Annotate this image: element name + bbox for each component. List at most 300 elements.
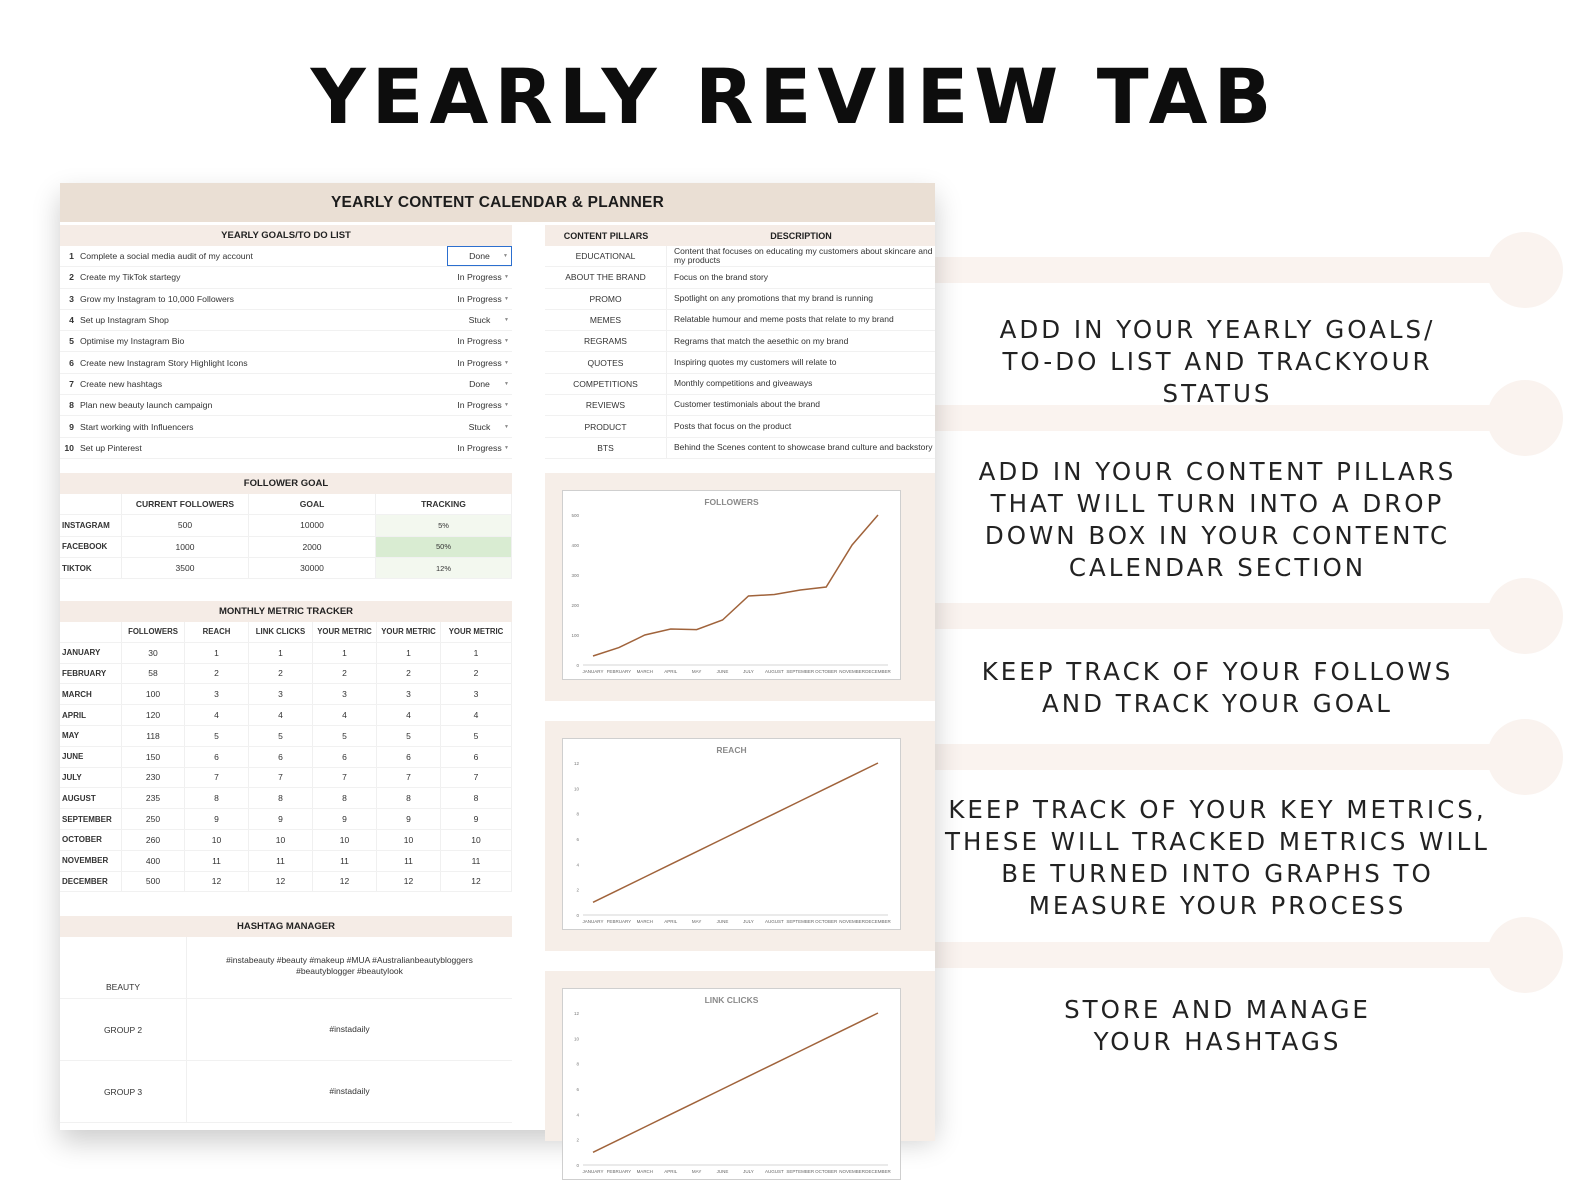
column-header xyxy=(60,622,122,642)
table-cell[interactable]: 5 xyxy=(313,726,377,746)
x-tick-label: JANUARY xyxy=(582,919,604,924)
pillar-row xyxy=(545,438,935,459)
pillar-row xyxy=(545,267,935,288)
x-tick-label: SEPTEMBER xyxy=(786,1169,815,1174)
table-cell[interactable]: 8 xyxy=(377,788,441,808)
table-cell[interactable]: 2 xyxy=(313,664,377,684)
goal-number: 9 xyxy=(69,421,74,432)
x-tick-label: JULY xyxy=(743,669,754,674)
table-row xyxy=(60,684,512,705)
table-cell[interactable]: 11 xyxy=(441,851,512,871)
table-cell[interactable]: 100 xyxy=(122,684,185,704)
x-tick-label: OCTOBER xyxy=(815,1169,838,1174)
x-tick-label: NOVEMBER xyxy=(839,1169,865,1174)
pillar-description[interactable]: Spotlight on any promotions that my brand is running xyxy=(674,292,873,303)
goal-text[interactable]: Grow my Instagram to 10,000 Followers xyxy=(80,293,235,304)
goal-row xyxy=(60,416,512,437)
pillar-description[interactable]: Behind the Scenes content to showcase brand culture and backstory xyxy=(674,442,933,453)
y-tick-label: 6 xyxy=(576,837,579,842)
table-row xyxy=(60,726,512,747)
chevron-down-icon: ▼ xyxy=(504,274,509,281)
pillar-row xyxy=(545,416,935,437)
pillar-name[interactable]: REGRAMS xyxy=(545,331,667,351)
month-label: FEBRUARY xyxy=(60,664,122,684)
y-tick-label: 300 xyxy=(571,573,579,578)
y-tick-label: 500 xyxy=(571,513,579,518)
table-cell[interactable]: 3 xyxy=(185,684,249,704)
table-cell[interactable]: 5 xyxy=(441,726,512,746)
table-cell[interactable]: 230 xyxy=(122,768,185,788)
chevron-down-icon: ▼ xyxy=(504,338,509,345)
goal-status-dropdown[interactable] xyxy=(447,374,512,394)
table-cell[interactable]: 6 xyxy=(313,747,377,767)
pillar-row xyxy=(545,289,935,310)
pillar-description[interactable]: Content that focuses on educating my customers about skincare and my products xyxy=(674,245,933,266)
reach-chart xyxy=(562,738,901,930)
table-cell[interactable]: 4 xyxy=(313,705,377,725)
callout-pillars: ADD IN YOUR CONTENT PILLARS THAT WILL TURN INTO A DROP DOWN BOX IN YOUR CONTENTC CALENDAR SECTION xyxy=(978,457,1457,582)
status-value: In Progress xyxy=(457,400,502,411)
table-cell[interactable]: 6 xyxy=(441,747,512,767)
goal-row xyxy=(60,246,512,267)
status-value: Done xyxy=(469,251,490,262)
goal-status-dropdown[interactable] xyxy=(447,289,512,309)
pillar-name[interactable]: EDUCATIONAL xyxy=(545,246,667,266)
table-cell[interactable]: 30 xyxy=(122,643,185,663)
x-tick-label: JULY xyxy=(743,1169,754,1174)
y-tick-label: 0 xyxy=(576,663,579,668)
timeline-dot xyxy=(1487,232,1563,308)
column-header: YOUR METRIC xyxy=(313,622,377,642)
table-cell[interactable]: 5 xyxy=(185,726,249,746)
callout-followers: KEEP TRACK OF YOUR FOLLOWS AND TRACK YOUR GOAL xyxy=(981,657,1454,718)
link-clicks-chart xyxy=(562,988,901,1180)
table-cell[interactable]: 3 xyxy=(441,684,512,704)
hashtag-row xyxy=(60,999,512,1061)
spreadsheet-preview xyxy=(60,183,935,1174)
description-heading: DESCRIPTION xyxy=(667,225,935,246)
chart-title: REACH xyxy=(716,745,747,755)
x-tick-label: AUGUST xyxy=(764,1169,784,1174)
x-tick-label: DECEMBER xyxy=(865,1169,891,1174)
link-clicks-chart-panel xyxy=(545,971,935,1174)
table-cell[interactable]: 3 xyxy=(313,684,377,704)
pillar-description[interactable]: Regrams that match the aesethic on my brand xyxy=(674,335,849,346)
x-tick-label: MARCH xyxy=(636,1169,654,1174)
table-cell[interactable]: 7 xyxy=(441,768,512,788)
followers-chart-panel xyxy=(545,473,935,701)
reach-chart-panel xyxy=(545,721,935,951)
table-cell[interactable]: 1 xyxy=(185,643,249,663)
table-cell[interactable]: 9 xyxy=(249,809,313,829)
y-tick-label: 100 xyxy=(571,633,579,638)
y-tick-label: 0 xyxy=(576,1163,579,1168)
column-header: FOLLOWERS xyxy=(122,622,185,642)
goals-list xyxy=(60,225,512,459)
column-header xyxy=(60,494,122,514)
x-tick-label: MARCH xyxy=(636,919,654,924)
month-label: JULY xyxy=(60,768,122,788)
table-cell[interactable]: 12% xyxy=(376,558,512,578)
content-pillars xyxy=(545,225,935,459)
y-tick-label: 400 xyxy=(571,543,579,548)
platform-label: FACEBOOK xyxy=(60,537,122,557)
sheet-header: YEARLY CONTENT CALENDAR & PLANNER xyxy=(60,183,935,222)
table-row xyxy=(60,664,512,685)
chevron-down-icon: ▼ xyxy=(504,423,509,430)
series-line xyxy=(593,763,878,902)
pillar-description[interactable]: Monthly competitions and giveaways xyxy=(674,378,813,389)
table-row xyxy=(60,768,512,789)
goal-text[interactable]: Create my TikTok startegy xyxy=(80,272,181,283)
table-cell[interactable]: 10 xyxy=(377,830,441,850)
column-header: CURRENT FOLLOWERS xyxy=(122,494,249,514)
goal-status-dropdown[interactable] xyxy=(447,352,512,372)
pillar-row xyxy=(545,352,935,373)
status-value: In Progress xyxy=(457,293,502,304)
table-cell[interactable]: 6 xyxy=(377,747,441,767)
x-tick-label: SEPTEMBER xyxy=(786,669,815,674)
hashtag-row xyxy=(60,1061,512,1123)
table-cell[interactable]: 1000 xyxy=(122,537,249,557)
table-row xyxy=(60,643,512,664)
y-tick-label: 4 xyxy=(576,1112,579,1118)
column-header: GOAL xyxy=(249,494,376,514)
x-tick-label: MARCH xyxy=(636,669,654,674)
table-cell[interactable]: 1 xyxy=(249,643,313,663)
x-tick-label: MAY xyxy=(691,1169,702,1174)
table-cell[interactable]: 30000 xyxy=(249,558,376,578)
hashtag-list[interactable]: #instadaily xyxy=(329,1024,370,1035)
table-cell[interactable]: 1 xyxy=(377,643,441,663)
pillar-name[interactable]: PROMO xyxy=(545,289,667,309)
followers-chart xyxy=(562,490,901,680)
follower-goal-table xyxy=(60,473,512,579)
hashtag-list[interactable]: #instabeauty #beauty #makeup #MUA #Australianbeautybloggers #beautyblogger #beautylook xyxy=(226,955,473,976)
hashtag-list[interactable]: #instadaily xyxy=(329,1086,370,1097)
pillar-name[interactable]: COMPETITIONS xyxy=(545,374,667,394)
goal-row xyxy=(60,267,512,288)
pillar-name[interactable]: BTS xyxy=(545,438,667,458)
y-tick-label: 10 xyxy=(573,1036,579,1042)
goal-status-dropdown[interactable] xyxy=(447,310,512,330)
table-cell[interactable]: 4 xyxy=(185,705,249,725)
hashtag-manager xyxy=(60,916,512,1123)
goal-row xyxy=(60,331,512,352)
pillar-description[interactable]: Relatable humour and meme posts that relate to my brand xyxy=(674,314,894,325)
chevron-down-icon: ▼ xyxy=(504,380,509,387)
table-cell[interactable]: 1 xyxy=(441,643,512,663)
table-cell[interactable]: 4 xyxy=(377,705,441,725)
pillar-name[interactable]: PRODUCT xyxy=(545,416,667,436)
x-tick-label: APRIL xyxy=(664,1169,678,1174)
month-label: SEPTEMBER xyxy=(60,809,122,829)
table-cell[interactable]: 400 xyxy=(122,851,185,871)
callout-metrics: KEEP TRACK OF YOUR KEY METRICS, THESE WILL TRACKED METRICS WILL BE TURNED INTO GRAPHS TO MEASURE YOUR PROCESS xyxy=(945,795,1490,920)
y-tick-label: 8 xyxy=(576,1061,579,1067)
table-cell[interactable]: 12 xyxy=(377,872,441,892)
table-cell[interactable]: 10 xyxy=(313,830,377,850)
goal-row xyxy=(60,310,512,331)
goal-status-dropdown[interactable] xyxy=(447,395,512,415)
table-cell[interactable]: 2000 xyxy=(249,537,376,557)
table-cell[interactable]: 8 xyxy=(185,788,249,808)
x-tick-label: JUNE xyxy=(716,669,729,674)
hashtag-group[interactable]: GROUP 3 xyxy=(60,1061,187,1122)
pillar-row xyxy=(545,395,935,416)
table-cell[interactable]: 120 xyxy=(122,705,185,725)
table-cell[interactable]: 11 xyxy=(185,851,249,871)
timeline-connector xyxy=(935,257,1495,283)
table-cell[interactable]: 4 xyxy=(249,705,313,725)
y-tick-label: 200 xyxy=(571,603,579,608)
x-tick-label: NOVEMBER xyxy=(839,669,865,674)
table-cell[interactable]: 12 xyxy=(313,872,377,892)
goal-number: 4 xyxy=(69,315,74,326)
goal-row xyxy=(60,395,512,416)
goal-row xyxy=(60,374,512,395)
x-tick-label: MAY xyxy=(691,919,702,924)
x-tick-label: APRIL xyxy=(664,669,678,674)
goal-number: 2 xyxy=(69,272,74,283)
status-value: In Progress xyxy=(457,272,502,283)
table-cell[interactable]: 10 xyxy=(249,830,313,850)
table-cell[interactable]: 2 xyxy=(441,664,512,684)
goal-number: 3 xyxy=(69,293,74,304)
goal-status-dropdown[interactable] xyxy=(447,331,512,351)
metric-tracker-heading: MONTHLY METRIC TRACKER xyxy=(60,601,512,622)
hashtag-group[interactable]: BEAUTY xyxy=(60,937,187,998)
table-cell[interactable]: 7 xyxy=(249,768,313,788)
x-tick-label: JULY xyxy=(743,919,754,924)
status-value: Stuck xyxy=(468,421,491,432)
pillar-name[interactable]: REVIEWS xyxy=(545,395,667,415)
table-cell[interactable]: 10000 xyxy=(249,515,376,535)
pillar-description[interactable]: Focus on the brand story xyxy=(674,271,769,282)
goal-text[interactable]: Optimise my Instagram Bio xyxy=(80,336,185,347)
x-tick-label: FEBRUARY xyxy=(606,1169,632,1174)
table-row xyxy=(60,788,512,809)
series-line xyxy=(593,1013,878,1152)
chevron-down-icon: ▼ xyxy=(504,359,509,366)
hashtag-group[interactable]: GROUP 2 xyxy=(60,999,187,1060)
x-tick-label: OCTOBER xyxy=(815,669,838,674)
table-row xyxy=(60,830,512,851)
timeline-dot xyxy=(1487,917,1563,993)
month-label: MARCH xyxy=(60,684,122,704)
x-tick-label: JUNE xyxy=(716,1169,729,1174)
pillar-name[interactable]: ABOUT THE BRAND xyxy=(545,267,667,287)
x-tick-label: JANUARY xyxy=(582,669,604,674)
table-cell[interactable]: 2 xyxy=(249,664,313,684)
month-label: DECEMBER xyxy=(60,872,122,892)
pillars-heading: CONTENT PILLARS xyxy=(545,225,667,246)
table-cell[interactable]: 58 xyxy=(122,664,185,684)
table-cell[interactable]: 500 xyxy=(122,872,185,892)
goal-number: 7 xyxy=(69,378,74,389)
pillar-name[interactable]: QUOTES xyxy=(545,352,667,372)
x-tick-label: DECEMBER xyxy=(865,669,891,674)
pillar-row xyxy=(545,331,935,352)
column-header: LINK CLICKS xyxy=(249,622,313,642)
table-cell[interactable]: 6 xyxy=(185,747,249,767)
table-cell[interactable]: 9 xyxy=(313,809,377,829)
table-cell[interactable]: 260 xyxy=(122,830,185,850)
table-cell[interactable]: 250 xyxy=(122,809,185,829)
table-cell[interactable]: 5% xyxy=(376,515,512,535)
table-cell[interactable]: 1 xyxy=(313,643,377,663)
goal-number: 8 xyxy=(69,400,74,411)
y-tick-label: 4 xyxy=(576,862,579,868)
table-cell[interactable]: 7 xyxy=(185,768,249,788)
table-cell[interactable]: 3500 xyxy=(122,558,249,578)
callout-hashtags: STORE AND MANAGE YOUR HASHTAGS xyxy=(1064,995,1371,1056)
pillar-row xyxy=(545,246,935,267)
status-value: Done xyxy=(469,378,490,389)
table-cell[interactable]: 6 xyxy=(249,747,313,767)
callout-goals: ADD IN YOUR YEARLY GOALS/ TO-DO LIST AND TRACKYOUR STATUS xyxy=(999,315,1436,408)
table-cell[interactable]: 10 xyxy=(185,830,249,850)
table-cell[interactable]: 118 xyxy=(122,726,185,746)
series-line xyxy=(593,515,878,656)
goal-number: 10 xyxy=(64,442,74,453)
pillar-description[interactable]: Customer testimonials about the brand xyxy=(674,399,820,410)
x-tick-label: FEBRUARY xyxy=(606,669,632,674)
table-cell[interactable]: 8 xyxy=(249,788,313,808)
y-tick-label: 12 xyxy=(573,1011,579,1016)
goal-text[interactable]: Plan new beauty launch campaign xyxy=(80,400,213,411)
table-cell[interactable]: 3 xyxy=(249,684,313,704)
month-label: MAY xyxy=(60,726,122,746)
timeline-connector xyxy=(935,603,1495,629)
goal-text[interactable]: Complete a social media audit of my account xyxy=(80,251,253,262)
table-cell[interactable]: 7 xyxy=(377,768,441,788)
metric-tracker-table xyxy=(60,601,512,892)
goal-row xyxy=(60,438,512,459)
follower-goal-heading: FOLLOWER GOAL xyxy=(60,473,512,494)
month-label: JUNE xyxy=(60,747,122,767)
goal-status-dropdown[interactable] xyxy=(447,246,512,266)
pillar-name[interactable]: MEMES xyxy=(545,310,667,330)
x-tick-label: AUGUST xyxy=(764,669,784,674)
month-label: JANUARY xyxy=(60,643,122,663)
goal-text[interactable]: Start working with Influencers xyxy=(80,421,194,432)
pillar-row xyxy=(545,374,935,395)
y-tick-label: 2 xyxy=(576,1137,579,1143)
status-value: In Progress xyxy=(457,442,502,453)
table-cell[interactable]: 12 xyxy=(249,872,313,892)
table-cell[interactable]: 235 xyxy=(122,788,185,808)
table-row xyxy=(60,705,512,726)
x-tick-label: MAY xyxy=(691,669,702,674)
table-cell[interactable]: 4 xyxy=(441,705,512,725)
y-tick-label: 10 xyxy=(573,786,579,792)
y-tick-label: 2 xyxy=(576,887,579,893)
x-tick-label: OCTOBER xyxy=(815,919,838,924)
chevron-down-icon: ▼ xyxy=(504,317,509,324)
goal-text[interactable]: Create new Instagram Story Highlight Icons xyxy=(80,357,248,368)
table-cell[interactable]: 8 xyxy=(313,788,377,808)
x-tick-label: APRIL xyxy=(664,919,678,924)
column-header: TRACKING xyxy=(376,494,512,514)
table-cell[interactable]: 2 xyxy=(185,664,249,684)
table-cell[interactable]: 12 xyxy=(185,872,249,892)
hashtag-row xyxy=(60,937,512,999)
goal-number: 1 xyxy=(69,251,74,262)
table-cell[interactable]: 7 xyxy=(313,768,377,788)
table-cell[interactable]: 12 xyxy=(441,872,512,892)
table-cell[interactable]: 9 xyxy=(185,809,249,829)
table-cell[interactable]: 8 xyxy=(441,788,512,808)
pillar-description[interactable]: Inspiring quotes my customers will relate to xyxy=(674,356,837,367)
month-label: NOVEMBER xyxy=(60,851,122,871)
chevron-down-icon: ▼ xyxy=(504,444,509,451)
chart-title: LINK CLICKS xyxy=(704,995,759,1005)
column-header: REACH xyxy=(185,622,249,642)
x-tick-label: DECEMBER xyxy=(865,919,891,924)
x-tick-label: AUGUST xyxy=(764,919,784,924)
table-cell[interactable]: 2 xyxy=(377,664,441,684)
table-cell[interactable]: 5 xyxy=(249,726,313,746)
goal-text[interactable]: Set up Instagram Shop xyxy=(80,315,169,326)
timeline-dot xyxy=(1487,578,1563,654)
table-row xyxy=(60,809,512,830)
goal-status-dropdown[interactable] xyxy=(447,267,512,287)
table-cell[interactable]: 11 xyxy=(313,851,377,871)
hashtag-heading: HASHTAG MANAGER xyxy=(60,916,512,937)
table-cell[interactable]: 150 xyxy=(122,747,185,767)
table-cell[interactable]: 11 xyxy=(249,851,313,871)
timeline-connector xyxy=(935,744,1495,770)
table-row xyxy=(60,747,512,768)
y-tick-label: 8 xyxy=(576,811,579,817)
table-cell[interactable]: 9 xyxy=(441,809,512,829)
goal-number: 6 xyxy=(69,357,74,368)
x-tick-label: SEPTEMBER xyxy=(786,919,815,924)
table-cell[interactable]: 500 xyxy=(122,515,249,535)
table-cell[interactable]: 9 xyxy=(377,809,441,829)
timeline-dot xyxy=(1487,719,1563,795)
chevron-down-icon: ▼ xyxy=(504,295,509,302)
table-row xyxy=(60,515,512,536)
chevron-down-icon: ▼ xyxy=(503,253,508,260)
status-value: Stuck xyxy=(468,315,491,326)
x-tick-label: JUNE xyxy=(716,919,729,924)
pillar-row xyxy=(545,310,935,331)
page-title: YEARLY REVIEW TAB xyxy=(310,52,1278,141)
month-label: APRIL xyxy=(60,705,122,725)
table-row xyxy=(60,558,512,579)
pillar-description[interactable]: Posts that focus on the product xyxy=(674,420,792,431)
goal-number: 5 xyxy=(69,336,74,347)
table-cell[interactable]: 50% xyxy=(376,537,512,557)
table-cell[interactable]: 10 xyxy=(441,830,512,850)
y-tick-label: 12 xyxy=(573,761,579,766)
table-row xyxy=(60,872,512,893)
y-tick-label: 0 xyxy=(576,913,579,918)
table-cell[interactable]: 3 xyxy=(377,684,441,704)
table-cell[interactable]: 11 xyxy=(377,851,441,871)
table-row xyxy=(60,851,512,872)
table-cell[interactable]: 5 xyxy=(377,726,441,746)
goal-text[interactable]: Create new hashtags xyxy=(80,378,163,389)
goal-row xyxy=(60,352,512,373)
platform-label: TIKTOK xyxy=(60,558,122,578)
goal-status-dropdown[interactable] xyxy=(447,438,512,458)
goal-text[interactable]: Set up Pinterest xyxy=(80,442,142,453)
goal-status-dropdown[interactable] xyxy=(447,416,512,436)
timeline-dot xyxy=(1487,380,1563,456)
